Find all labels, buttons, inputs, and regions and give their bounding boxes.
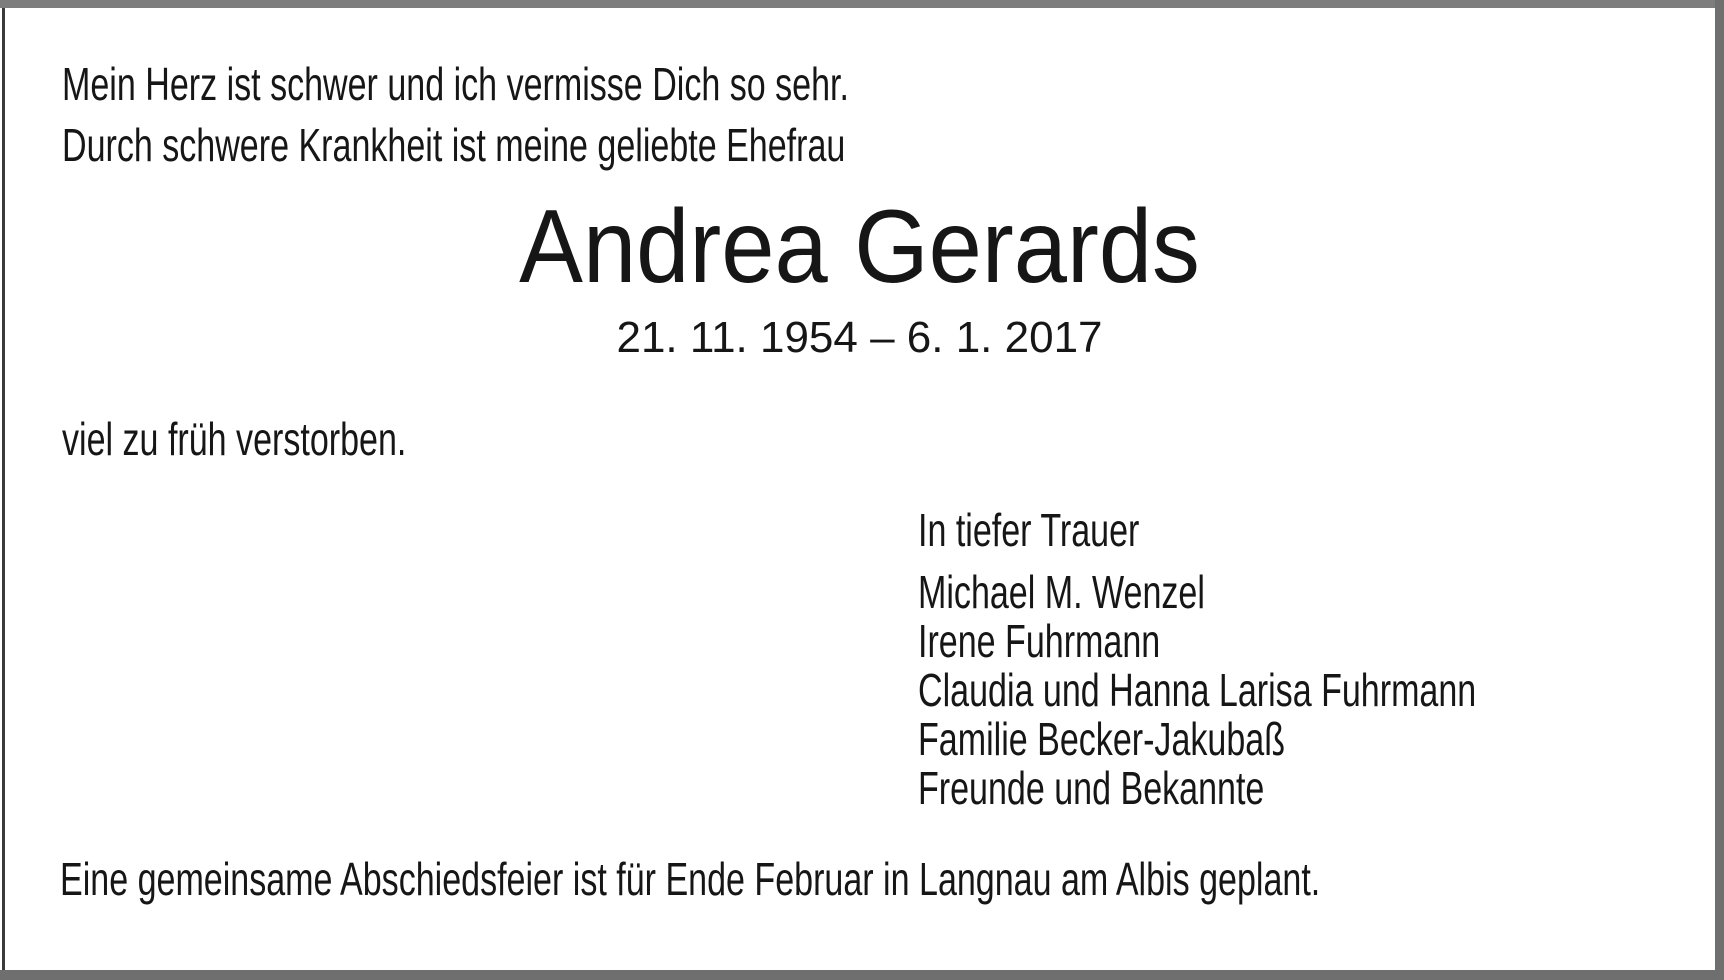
passed-away-line: viel zu früh verstorben.	[62, 413, 407, 465]
frame-right-edge	[1715, 0, 1724, 980]
intro-line-1: Mein Herz ist schwer und ich vermisse Dich so sehr.	[62, 58, 849, 110]
intro-line-2: Durch schwere Krankheit ist meine geliebte Ehefrau	[62, 119, 846, 171]
mourner-name: Freunde und Bekannte	[918, 762, 1265, 814]
mourner-name: Claudia und Hanna Larisa Fuhrmann	[918, 664, 1477, 716]
mourner-name: Irene Fuhrmann	[918, 615, 1161, 667]
life-dates: 21. 11. 1954 – 6. 1. 2017	[616, 313, 1103, 362]
mourners-list	[918, 568, 1476, 813]
funeral-info: Eine gemeinsame Abschiedsfeier ist für Ende Februar in Langnau am Albis geplant.	[60, 853, 1321, 905]
frame-bottom-edge	[0, 970, 1724, 980]
mourner-name: Michael M. Wenzel	[918, 566, 1205, 618]
intro-text	[62, 54, 849, 176]
mourning-header: In tiefer Trauer	[918, 504, 1140, 556]
mourner-name: Familie Becker-Jakubaß	[918, 713, 1285, 765]
frame-left-edge	[2, 8, 5, 970]
deceased-name: Andrea Gerards	[519, 189, 1200, 305]
frame-top-edge	[0, 0, 1724, 8]
